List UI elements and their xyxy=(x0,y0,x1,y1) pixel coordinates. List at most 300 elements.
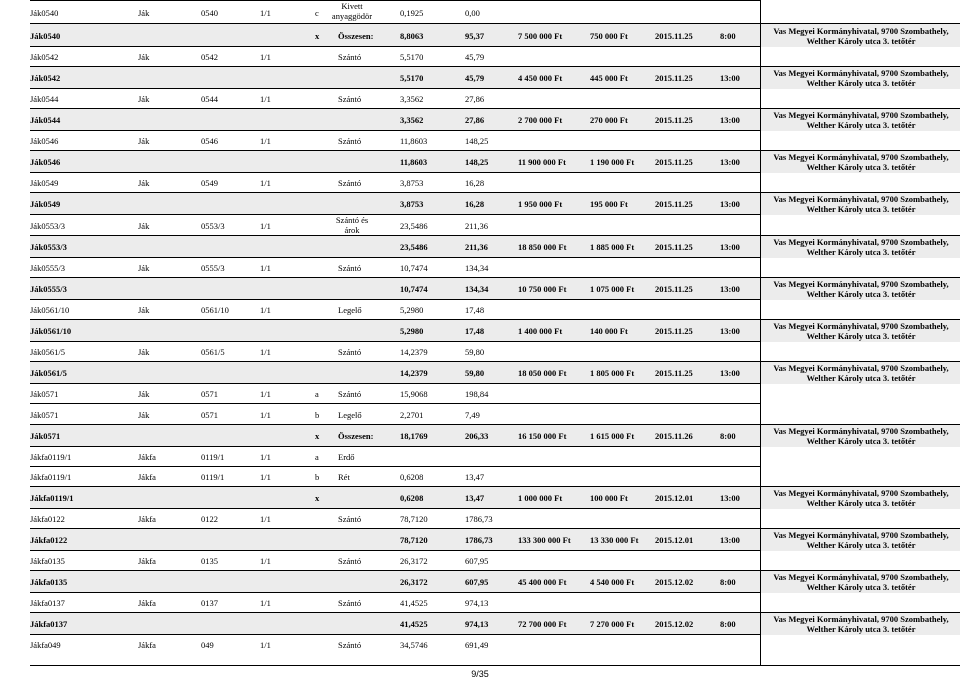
venue-line: Welther Károly utca 3. tetőtér xyxy=(806,247,916,257)
table-row xyxy=(30,46,760,67)
cell-auction-time: 13:00 xyxy=(720,493,740,503)
cell-gold-crown: 691,49 xyxy=(465,640,489,650)
auction-venue xyxy=(760,66,960,89)
cell-settlement: Ják xyxy=(138,136,150,146)
cell-gold-crown: 211,36 xyxy=(465,221,489,231)
cell-area-ha: 11,8603 xyxy=(400,136,428,146)
table-row xyxy=(30,341,760,362)
cell-area-ha: 2,2701 xyxy=(400,410,424,420)
cell-settlement: Ják xyxy=(138,52,150,62)
cell-settlement: Jákfa xyxy=(138,452,156,462)
cell-area-ha: 10,7474 xyxy=(400,263,428,273)
cell-price: 18 850 000 Ft xyxy=(518,242,567,252)
cell-gold-crown: 59,80 xyxy=(465,368,485,378)
cell-cultivation: Szántó xyxy=(338,347,362,357)
cell-auction-date: 2015.11.25 xyxy=(655,157,693,167)
cell-deposit: 445 000 Ft xyxy=(590,73,628,83)
summary-row xyxy=(30,612,760,635)
cell-gold-crown: 45,79 xyxy=(465,52,485,62)
venue-line: Welther Károly utca 3. tetőtér xyxy=(806,78,916,88)
venue-line: Vas Megyei Kormányhivatal, 9700 Szombathely, xyxy=(773,488,949,498)
cell-price: 11 900 000 Ft xyxy=(518,157,566,167)
summary-row xyxy=(30,486,760,509)
cell-area-ha: 0,6208 xyxy=(400,472,424,482)
cell-total-label: Összesen: xyxy=(338,431,374,441)
cell-parcel-id: Ják0544 xyxy=(30,115,61,125)
cell-settlement: Ják xyxy=(138,263,150,273)
cell-settlement: Ják xyxy=(138,8,150,18)
auction-venue xyxy=(760,192,960,215)
cell-gold-crown: 206,33 xyxy=(465,431,489,441)
cell-parcel-id: Ják0540 xyxy=(30,8,59,18)
cell-price: 72 700 000 Ft xyxy=(518,619,567,629)
cell-settlement: Jákfa xyxy=(138,472,156,482)
summary-row xyxy=(30,361,760,384)
cell-gold-crown: 134,34 xyxy=(465,284,489,294)
cell-subparcel: b xyxy=(315,472,320,482)
cell-auction-time: 13:00 xyxy=(720,326,740,336)
cell-cultivation: Szántó xyxy=(338,52,362,62)
cell-parcel-id: Jákfa049 xyxy=(30,640,61,650)
cell-total-label: Összesen: xyxy=(338,31,374,41)
table-row xyxy=(30,508,760,529)
auction-venue xyxy=(760,570,960,593)
cell-gold-crown: 7,49 xyxy=(465,410,480,420)
cell-auction-date: 2015.12.01 xyxy=(655,493,694,503)
cell-area-ha: 11,8603 xyxy=(400,157,428,167)
cell-deposit: 100 000 Ft xyxy=(590,493,628,503)
venue-line: Vas Megyei Kormányhivatal, 9700 Szombathely, xyxy=(773,363,949,373)
cell-cultivation: Szántó xyxy=(338,136,362,146)
cell-share: 1/1 xyxy=(260,640,271,650)
cell-parcel-id: Ják0546 xyxy=(30,136,59,146)
summary-row xyxy=(30,23,760,47)
venue-line: Welther Károly utca 3. tetőtér xyxy=(806,436,916,446)
cell-share: 1/1 xyxy=(260,94,271,104)
cell-parcel-id: Ják0561/5 xyxy=(30,347,65,357)
cell-parcel-number: 0555/3 xyxy=(201,263,225,273)
cell-cultivation: Szántó és árok xyxy=(335,215,369,235)
venue-line: Vas Megyei Kormányhivatal, 9700 Szombathely, xyxy=(773,572,949,582)
cell-subparcel: c xyxy=(315,8,319,18)
cell-auction-date: 2015.11.25 xyxy=(655,284,693,294)
auction-venue xyxy=(760,23,960,47)
cell-area-ha: 3,8753 xyxy=(400,199,424,209)
cell-cultivation: Legelő xyxy=(338,305,362,315)
table-row xyxy=(30,299,760,320)
cell-auction-time: 13:00 xyxy=(720,115,740,125)
cell-settlement: Ják xyxy=(138,410,150,420)
table-row xyxy=(30,383,760,404)
cell-area-ha: 3,3562 xyxy=(400,94,424,104)
cell-cultivation: Szántó xyxy=(338,598,362,608)
cell-gold-crown: 607,95 xyxy=(465,577,489,587)
cell-share: 1/1 xyxy=(260,347,271,357)
venue-line: Vas Megyei Kormányhivatal, 9700 Szombathely, xyxy=(773,426,949,436)
venue-line: Welther Károly utca 3. tetőtér xyxy=(806,540,916,550)
cell-settlement: Ják xyxy=(138,221,150,231)
cell-parcel-id: Ják0553/3 xyxy=(30,221,65,231)
auction-venue xyxy=(760,108,960,131)
cell-parcel-id: Ják0555/3 xyxy=(30,263,65,273)
cell-cultivation: Szántó xyxy=(338,94,362,104)
cell-gold-crown: 974,13 xyxy=(465,598,489,608)
table-row xyxy=(30,592,760,613)
page-number: 9/35 xyxy=(471,669,489,679)
cell-settlement: Jákfa xyxy=(138,514,156,524)
cell-parcel-id: Jákfa0119/1 xyxy=(30,452,72,462)
cell-auction-time: 8:00 xyxy=(720,577,736,587)
summary-row xyxy=(30,150,760,173)
cell-area-ha: 15,9068 xyxy=(400,389,428,399)
venue-line: Vas Megyei Kormányhivatal, 9700 Szombathely, xyxy=(773,68,949,78)
auction-venue xyxy=(760,361,960,384)
cell-deposit: 140 000 Ft xyxy=(590,326,628,336)
cell-settlement: Jákfa xyxy=(138,556,156,566)
cell-cultivation: Szántó xyxy=(338,263,362,273)
cell-deposit: 750 000 Ft xyxy=(590,31,628,41)
cell-cultivation: Rét xyxy=(338,472,350,482)
venue-line: Welther Károly utca 3. tetőtér xyxy=(806,582,916,592)
cell-gold-crown: 1786,73 xyxy=(465,514,493,524)
cell-settlement: Jákfa xyxy=(138,640,156,650)
cell-area-ha: 10,7474 xyxy=(400,284,428,294)
table-row xyxy=(30,130,760,151)
cell-area-ha: 14,2379 xyxy=(400,368,428,378)
cell-share: 1/1 xyxy=(260,8,271,18)
cell-price: 2 700 000 Ft xyxy=(518,115,563,125)
summary-row xyxy=(30,570,760,593)
cell-deposit: 195 000 Ft xyxy=(590,199,628,209)
cell-price: 4 450 000 Ft xyxy=(518,73,563,83)
table-bottom-border xyxy=(30,665,960,666)
cell-share: 1/1 xyxy=(260,598,271,608)
cell-marker: x xyxy=(315,493,320,503)
auction-venue xyxy=(760,486,960,509)
venue-line: Welther Károly utca 3. tetőtér xyxy=(806,498,916,508)
cell-parcel-id: Ják0542 xyxy=(30,52,59,62)
cell-auction-date: 2015.12.02 xyxy=(655,619,694,629)
cell-cultivation: Erdő xyxy=(338,452,355,462)
cell-gold-crown: 27,86 xyxy=(465,94,485,104)
cell-gold-crown: 974,13 xyxy=(465,619,489,629)
cell-gold-crown: 27,86 xyxy=(465,115,485,125)
cell-area-ha: 5,5170 xyxy=(400,52,424,62)
cell-parcel-number: 0119/1 xyxy=(201,472,225,482)
cell-marker: x xyxy=(315,31,320,41)
cell-share: 1/1 xyxy=(260,514,271,524)
cell-area-ha: 0,1925 xyxy=(400,8,424,18)
cell-gold-crown: 198,84 xyxy=(465,389,489,399)
cell-auction-date: 2015.11.26 xyxy=(655,431,693,441)
cell-parcel-id: Ják0549 xyxy=(30,199,61,209)
cell-parcel-id: Ják0571 xyxy=(30,431,61,441)
cell-parcel-number: 049 xyxy=(201,640,214,650)
venue-line: Vas Megyei Kormányhivatal, 9700 Szombathely, xyxy=(773,152,949,162)
cell-cultivation: Szántó xyxy=(338,640,362,650)
cell-area-ha: 26,3172 xyxy=(400,556,428,566)
cell-area-ha: 0,6208 xyxy=(400,493,424,503)
cell-gold-crown: 607,95 xyxy=(465,556,489,566)
cell-area-ha: 3,3562 xyxy=(400,115,424,125)
cell-area-ha: 5,2980 xyxy=(400,326,424,336)
cell-parcel-id: Ják0561/5 xyxy=(30,368,67,378)
cell-parcel-id: Ják0553/3 xyxy=(30,242,67,252)
cell-auction-date: 2015.11.25 xyxy=(655,368,693,378)
venue-line: Vas Megyei Kormányhivatal, 9700 Szombathely, xyxy=(773,530,949,540)
summary-row xyxy=(30,66,760,89)
summary-row xyxy=(30,108,760,131)
auction-venue xyxy=(760,150,960,173)
cell-gold-crown: 211,36 xyxy=(465,242,488,252)
cell-parcel-id: Ják0544 xyxy=(30,94,59,104)
cell-share: 1/1 xyxy=(260,556,271,566)
cell-parcel-number: 0540 xyxy=(201,8,218,18)
table-row xyxy=(30,634,760,655)
venue-line: Welther Károly utca 3. tetőtér xyxy=(806,624,916,634)
cell-gold-crown: 16,28 xyxy=(465,199,485,209)
cell-parcel-id: Jákfa0122 xyxy=(30,535,68,545)
cell-auction-time: 13:00 xyxy=(720,73,740,83)
cell-share: 1/1 xyxy=(260,472,271,482)
cell-parcel-number: 0549 xyxy=(201,178,218,188)
cell-area-ha: 14,2379 xyxy=(400,347,428,357)
summary-row xyxy=(30,192,760,215)
cell-deposit: 1 805 000 Ft xyxy=(590,368,635,378)
cell-gold-crown: 13,47 xyxy=(465,493,485,503)
table-row xyxy=(30,0,760,24)
cell-auction-time: 8:00 xyxy=(720,31,736,41)
cell-parcel-id: Ják0549 xyxy=(30,178,59,188)
cell-settlement: Ják xyxy=(138,347,150,357)
cell-marker: x xyxy=(315,431,320,441)
cell-parcel-number: 0546 xyxy=(201,136,218,146)
cell-deposit: 7 270 000 Ft xyxy=(590,619,635,629)
cell-parcel-number: 0119/1 xyxy=(201,452,225,462)
cell-auction-date: 2015.11.25 xyxy=(655,73,693,83)
cell-price: 45 400 000 Ft xyxy=(518,577,567,587)
cell-gold-crown: 17,48 xyxy=(465,305,485,315)
cell-parcel-id: Jákfa0135 xyxy=(30,556,65,566)
cell-area-ha: 8,8063 xyxy=(400,31,424,41)
auction-venue xyxy=(760,424,960,447)
cell-settlement: Ják xyxy=(138,94,150,104)
cell-parcel-id: Jákfa0119/1 xyxy=(30,493,74,503)
cell-parcel-id: Ják0571 xyxy=(30,389,59,399)
cell-price: 16 150 000 Ft xyxy=(518,431,567,441)
cell-deposit: 4 540 000 Ft xyxy=(590,577,635,587)
cell-parcel-id: Ják0561/10 xyxy=(30,305,70,315)
table-row xyxy=(30,446,760,467)
cell-cultivation: Legelő xyxy=(338,410,362,420)
cell-cultivation: Szántó xyxy=(338,514,362,524)
cell-parcel-number: 0122 xyxy=(201,514,218,524)
cell-cultivation: Szántó xyxy=(338,178,362,188)
cell-price: 133 300 000 Ft xyxy=(518,535,571,545)
cell-area-ha: 5,2980 xyxy=(400,305,424,315)
cell-gold-crown: 13,47 xyxy=(465,472,485,482)
table-row xyxy=(30,257,760,278)
cell-parcel-id: Jákfa0137 xyxy=(30,598,65,608)
venue-line: Welther Károly utca 3. tetőtér xyxy=(806,35,916,46)
summary-row xyxy=(30,528,760,551)
cell-subparcel: b xyxy=(315,410,320,420)
cell-area-ha: 34,5746 xyxy=(400,640,428,650)
cell-area-ha: 5,5170 xyxy=(400,73,424,83)
cell-parcel-number: 0561/5 xyxy=(201,347,225,357)
cell-deposit: 270 000 Ft xyxy=(590,115,628,125)
cell-parcel-id: Jákfa0122 xyxy=(30,514,65,524)
cell-area-ha: 23,5486 xyxy=(400,242,428,252)
venue-line: Vas Megyei Kormányhivatal, 9700 Szombathely, xyxy=(773,614,949,624)
venue-line: Vas Megyei Kormányhivatal, 9700 Szombathely, xyxy=(773,279,949,289)
cell-share: 1/1 xyxy=(260,136,271,146)
summary-row xyxy=(30,235,760,258)
cell-price: 1 000 000 Ft xyxy=(518,493,563,503)
cell-auction-time: 8:00 xyxy=(720,619,736,629)
cell-deposit: 1 615 000 Ft xyxy=(590,431,635,441)
venue-line: Welther Károly utca 3. tetőtér xyxy=(806,162,916,172)
cell-cultivation: Kivett anyaggödör xyxy=(331,1,373,21)
cell-auction-time: 13:00 xyxy=(720,284,740,294)
cell-auction-date: 2015.11.25 xyxy=(655,326,693,336)
venue-line: Vas Megyei Kormányhivatal, 9700 Szombathely, xyxy=(773,110,949,120)
cell-share: 1/1 xyxy=(260,410,271,420)
cell-gold-crown: 17,48 xyxy=(465,326,485,336)
table-row xyxy=(30,88,760,109)
venue-line: Welther Károly utca 3. tetőtér xyxy=(806,289,916,299)
cell-price: 18 050 000 Ft xyxy=(518,368,567,378)
cell-deposit: 1 885 000 Ft xyxy=(590,242,635,252)
auction-venue xyxy=(760,528,960,551)
cell-auction-date: 2015.12.02 xyxy=(655,577,694,587)
cell-auction-time: 13:00 xyxy=(720,242,740,252)
cell-auction-date: 2015.12.01 xyxy=(655,535,694,545)
cell-gold-crown: 148,25 xyxy=(465,157,489,167)
cell-share: 1/1 xyxy=(260,178,271,188)
summary-row xyxy=(30,319,760,342)
cell-auction-date: 2015.11.25 xyxy=(655,115,693,125)
cell-auction-date: 2015.11.25 xyxy=(655,242,693,252)
cell-deposit: 1 075 000 Ft xyxy=(590,284,635,294)
venue-line: Vas Megyei Kormányhivatal, 9700 Szombathely, xyxy=(773,321,949,331)
table-row xyxy=(30,172,760,193)
cell-parcel-id: Ják0540 xyxy=(30,31,61,41)
cell-gold-crown: 16,28 xyxy=(465,178,485,188)
cell-parcel-number: 0135 xyxy=(201,556,218,566)
cell-parcel-number: 0571 xyxy=(201,389,218,399)
summary-row xyxy=(30,424,760,447)
cell-gold-crown: 148,25 xyxy=(465,136,489,146)
venue-line: Welther Károly utca 3. tetőtér xyxy=(806,120,916,130)
cell-cultivation: Szántó xyxy=(338,556,362,566)
cell-gold-crown: 1786,73 xyxy=(465,535,493,545)
cell-parcel-id: Ják0571 xyxy=(30,410,59,420)
cell-share: 1/1 xyxy=(260,389,271,399)
cell-share: 1/1 xyxy=(260,221,271,231)
cell-area-ha: 26,3172 xyxy=(400,577,428,587)
cell-price: 1 400 000 Ft xyxy=(518,326,563,336)
cell-parcel-id: Jákfa0119/1 xyxy=(30,472,72,482)
cell-share: 1/1 xyxy=(260,305,271,315)
cell-auction-time: 13:00 xyxy=(720,535,740,545)
cell-area-ha: 3,8753 xyxy=(400,178,424,188)
cell-parcel-number: 0137 xyxy=(201,598,218,608)
cell-auction-time: 13:00 xyxy=(720,368,740,378)
cell-parcel-number: 0571 xyxy=(201,410,218,420)
cell-subparcel: a xyxy=(315,389,319,399)
cell-deposit: 1 190 000 Ft xyxy=(590,157,635,167)
cell-parcel-number: 0553/3 xyxy=(201,221,225,231)
venue-line: Welther Károly utca 3. tetőtér xyxy=(806,373,916,383)
table-row xyxy=(30,550,760,571)
cell-auction-date: 2015.11.25 xyxy=(655,199,693,209)
cell-price: 10 750 000 Ft xyxy=(518,284,567,294)
cell-area-ha: 18,1769 xyxy=(400,431,428,441)
cell-auction-time: 8:00 xyxy=(720,431,736,441)
cell-auction-time: 13:00 xyxy=(720,157,740,167)
cell-parcel-number: 0544 xyxy=(201,94,218,104)
cell-parcel-number: 0542 xyxy=(201,52,218,62)
venue-line: Welther Károly utca 3. tetőtér xyxy=(806,331,916,341)
cell-settlement: Ják xyxy=(138,178,150,188)
cell-settlement: Ják xyxy=(138,389,150,399)
auction-venue xyxy=(760,277,960,300)
cell-parcel-id: Ják0561/10 xyxy=(30,326,72,336)
cell-area-ha: 41,4525 xyxy=(400,598,428,608)
cell-area-ha: 78,7120 xyxy=(400,514,428,524)
cell-gold-crown: 95,37 xyxy=(465,31,485,41)
venue-line: Vas Megyei Kormányhivatal, 9700 Szombathely, xyxy=(773,25,949,36)
cell-parcel-id: Ják0555/3 xyxy=(30,284,67,294)
table-row xyxy=(30,403,760,425)
cell-area-ha: 78,7120 xyxy=(400,535,428,545)
cell-price: 1 950 000 Ft xyxy=(518,199,563,209)
cell-area-ha: 41,4525 xyxy=(400,619,428,629)
venue-line: Vas Megyei Kormányhivatal, 9700 Szombathely, xyxy=(773,194,949,204)
cell-cultivation: Szántó xyxy=(338,389,362,399)
cell-gold-crown: 59,80 xyxy=(465,347,485,357)
cell-share: 1/1 xyxy=(260,263,271,273)
table-row xyxy=(30,466,760,487)
auction-venue xyxy=(760,319,960,342)
cell-share: 1/1 xyxy=(260,452,271,462)
cell-auction-time: 13:00 xyxy=(720,199,740,209)
venue-line: Vas Megyei Kormányhivatal, 9700 Szombathely, xyxy=(773,237,949,247)
cell-settlement: Ják xyxy=(138,305,150,315)
summary-row xyxy=(30,277,760,300)
cell-settlement: Jákfa xyxy=(138,598,156,608)
cell-gold-crown: 0,00 xyxy=(465,8,480,18)
cell-gold-crown: 134,34 xyxy=(465,263,489,273)
auction-venue xyxy=(760,235,960,258)
cell-share: 1/1 xyxy=(260,52,271,62)
cell-gold-crown: 45,79 xyxy=(465,73,485,83)
cell-parcel-id: Jákfa0137 xyxy=(30,619,68,629)
cell-parcel-number: 0561/10 xyxy=(201,305,229,315)
cell-subparcel: a xyxy=(315,452,319,462)
auction-venue xyxy=(760,612,960,635)
cell-auction-date: 2015.11.25 xyxy=(655,31,693,41)
venue-line: Welther Károly utca 3. tetőtér xyxy=(806,204,916,214)
cell-parcel-id: Jákfa0135 xyxy=(30,577,68,587)
cell-parcel-id: Ják0546 xyxy=(30,157,61,167)
cell-price: 7 500 000 Ft xyxy=(518,31,563,41)
table-row xyxy=(30,214,760,236)
cell-parcel-id: Ják0542 xyxy=(30,73,61,83)
cell-area-ha: 23,5486 xyxy=(400,221,428,231)
cell-deposit: 13 330 000 Ft xyxy=(590,535,639,545)
